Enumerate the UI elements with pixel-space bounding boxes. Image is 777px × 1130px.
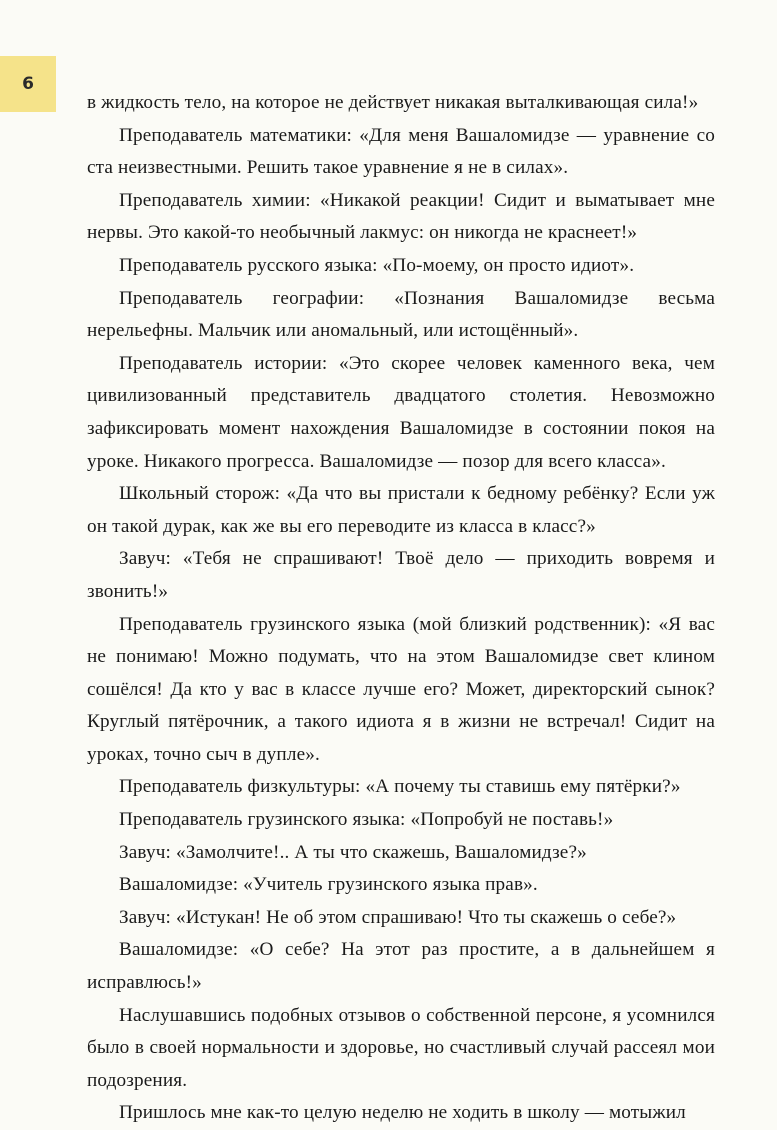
page-number-badge: [0, 56, 56, 112]
paragraph: Преподаватель русского языка: «По-моему, он просто идиот».: [119, 254, 635, 276]
page-number: 6: [22, 74, 34, 94]
paragraph: Завуч: «Тебя не спрашивают! Твоё дело — приходить вовремя и звонить!»: [87, 548, 715, 602]
paragraph: Пришлось мне как-то целую неделю не ходить в школу — мотыжил: [119, 1102, 686, 1124]
paragraph: Завуч: «Истукан! Не об этом спрашиваю! Что ты скажешь о себе?»: [119, 906, 677, 928]
paragraph: Школьный сторож: «Да что вы пристали к бедному ребёнку? Если уж он такой дурак, как же вы его переводите из класса в класс?»: [87, 483, 715, 537]
paragraph: Преподаватель географии: «Познания Вашаломидзе весьма нерельефны. Мальчик или аномальный, или истощённый».: [87, 287, 715, 342]
paragraph: Преподаватель математики: «Для меня Вашаломидзе — уравнение со ста неизвестными. Решить такое уравнение я не в силах».: [87, 124, 715, 179]
paragraph: Преподаватель физкультуры: «А почему ты ставишь ему пятёрки?»: [119, 776, 681, 798]
paragraph-continuation: в жидкость тело, на которое не действует никакая выталкивающая сила!»: [87, 92, 699, 113]
paragraph: Завуч: «Замолчите!.. А ты что скажешь, Вашаломидзе?»: [119, 841, 587, 863]
paragraph: Преподаватель химии: «Никакой реакции! Сидит и выматывает мне нервы. Это какой-то необычный лакмус: он никогда не краснеет!»: [87, 189, 715, 244]
body-text: [87, 87, 715, 1130]
paragraph: Вашаломидзе: «Учитель грузинского языка прав».: [119, 874, 538, 896]
paragraph: Вашаломидзе: «О себе? На этот раз простите, а в дальнейшем я исправлюсь!»: [87, 939, 715, 994]
paragraph: Преподаватель грузинского языка: «Попробуй не поставь!»: [119, 809, 614, 831]
paragraph: Преподаватель грузинского языка (мой близкий родственник): «Я вас не понимаю! Можно подумать, что на этом Вашаломидзе свет клином сошёлся! Да кто у вас в классе лучше его? Может, директорский сынок? Круглый пятёрочник, а такого идиота я в жизни не встречал! Сидит на уроках, точно сыч в дупле».: [87, 613, 715, 765]
paragraph: Наслушавшись подобных отзывов о собственной персоне, я усомнился было в своей нормальности и здоровье, но счастливый случай рассеял мои подозрения.: [87, 1004, 715, 1091]
paragraph: Преподаватель истории: «Это скорее человек каменного века, чем цивилизованный представитель двадцатого столетия. Невозможно зафиксировать момент нахождения Вашаломидзе в состоянии покоя на уроке. Никакого прогресса. Вашаломидзе — позор для всего класса».: [87, 352, 715, 472]
